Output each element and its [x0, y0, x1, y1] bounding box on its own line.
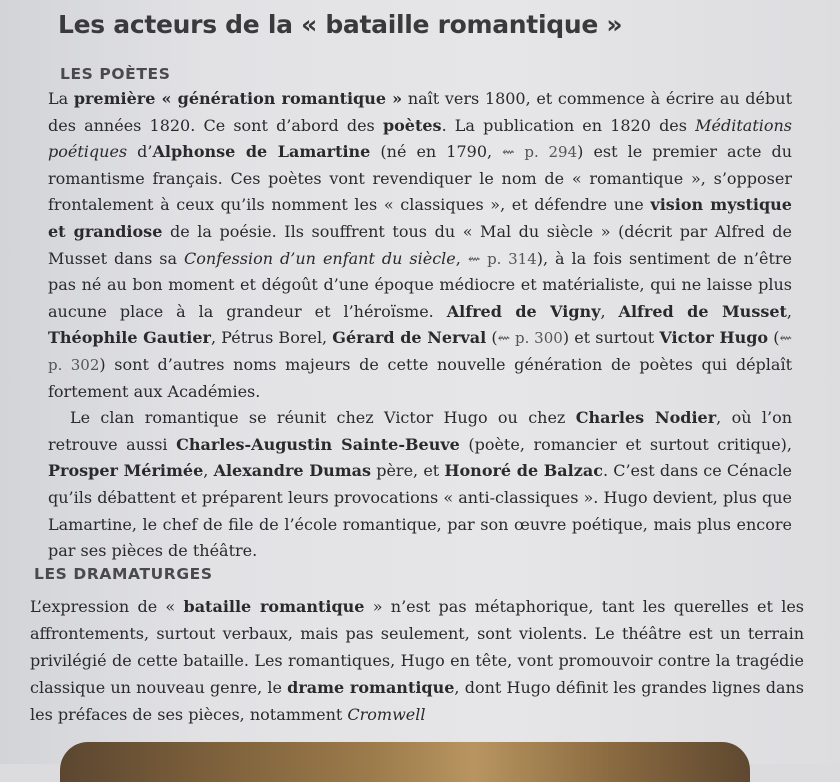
author-name: Gérard de Nerval — [332, 328, 487, 348]
text-run: , — [786, 301, 792, 321]
text-run: , Pétrus Borel, — [210, 328, 333, 348]
author-name: Alexandre Dumas — [213, 461, 372, 481]
text-run: de la poésie. Ils souffrent tous du « Mal du siècle » (décrit par Alfred de Musset dans sa — [48, 221, 792, 268]
page-reference-link[interactable]: ⇜ p. 302 — [48, 329, 793, 374]
text-run: (poète, romancier et surtout critique), — [459, 434, 792, 454]
author-name: Victor Hugo — [659, 328, 769, 348]
text-run: ) est le premier acte du romantisme français. Ces poètes vont revendiquer le nom de « romantique », s’opposer frontalement à ceux qu’ils nomment les « classiques », et défendre une — [48, 142, 793, 215]
work-title: Méditations poétiques — [48, 115, 793, 162]
text-run: » n’est pas métaphorique, tant les querelles et les affrontements, surtout verbaux, mais pas seulement, sont violents. Le théâtre est un terrain privilégié de cette bataille. Les romantiques, Hugo en tête, vont promouvoir contre la tragédie classique un nouveau genre, le — [30, 597, 805, 697]
emphasis-term: drame romantique — [287, 678, 455, 697]
text-run: , — [455, 248, 468, 268]
author-name: Charles Nodier — [575, 408, 717, 428]
author-name: Prosper Mérimée — [48, 461, 204, 481]
text-run: ), à la fois sentiment de n’être pas né au bon moment et dégoût d’une époque médiocre et matérialiste, qui ne laisse plus aucune place à la grandeur et l’héroïsme. — [48, 248, 793, 321]
work-title: Confession d’un enfant du siècle — [184, 248, 456, 268]
poetes-body — [48, 86, 792, 565]
author-name: Honoré de Balzac — [444, 461, 603, 481]
text-run: , — [203, 461, 214, 481]
text-run: , dont Hugo définit les grandes lignes dans les préfaces de ses pièces, notamment — [30, 678, 805, 724]
work-title: Cromwell — [347, 705, 426, 724]
dramaturges-body — [30, 593, 804, 728]
page-reference-link[interactable]: ⇜ p. 294 — [502, 143, 578, 162]
section-heading-poetes: LES POÈTES — [60, 65, 171, 83]
author-name: Alfred de Musset — [618, 301, 787, 321]
author-name: Théophile Gautier — [48, 328, 211, 348]
author-name: Alfred de Vigny — [446, 301, 601, 321]
text-run: ( — [768, 328, 780, 348]
section-heading-dramaturges: LES DRAMATURGES — [34, 565, 213, 583]
author-name: Charles-Augustin Sainte-Beuve — [176, 434, 460, 454]
page-title: Les acteurs de la « bataille romantique » — [58, 10, 623, 39]
text-run: ( — [486, 328, 498, 348]
text-run: père, et — [371, 461, 445, 481]
text-run: La — [48, 89, 74, 108]
text-run: Le clan romantique se réunit chez Victor Hugo ou chez — [70, 408, 576, 428]
text-run: ) et surtout — [562, 328, 660, 348]
dramaturges-paragraph-1 — [30, 593, 804, 728]
illustration-image — [60, 742, 750, 782]
text-run: d’ — [127, 142, 153, 162]
page-reference-link[interactable]: ⇜ p. 314 — [467, 249, 537, 268]
emphasis-term: première « génération romantique » — [73, 89, 403, 108]
text-run: naît vers 1800, et commence à écrire au début des années 1820. Ce sont d’abord des — [48, 89, 792, 135]
text-run: ) sont d’autres noms majeurs de cette nouvelle génération de poètes qui déplaît fortement aux Académies. — [48, 354, 792, 401]
emphasis-term: poètes — [382, 115, 442, 135]
emphasis-term: vision mystique et grandiose — [48, 195, 792, 241]
poetes-paragraph-2 — [48, 405, 792, 565]
text-run: L’expression de « — [30, 597, 184, 616]
author-name: Alphonse de Lamartine — [152, 142, 371, 162]
emphasis-term: bataille romantique — [183, 597, 365, 616]
poetes-paragraph-1 — [48, 86, 792, 405]
page-reference-link[interactable]: ⇜ p. 300 — [497, 329, 563, 348]
text-run: (né en 1790, — [370, 142, 503, 162]
text-run: . La publication en 1820 des — [441, 115, 696, 135]
text-run: , où l’on retrouve aussi — [48, 408, 793, 454]
text-run: , — [600, 301, 619, 321]
text-run: . C’est dans ce Cénacle qu’ils débattent et préparent leurs provocations « anti-classiques ». Hugo devient, plus que Lamartine, le chef de file de l’école romantique, par son œuvre poétique, mais plus encore par ses pièces de théâtre. — [48, 461, 793, 561]
